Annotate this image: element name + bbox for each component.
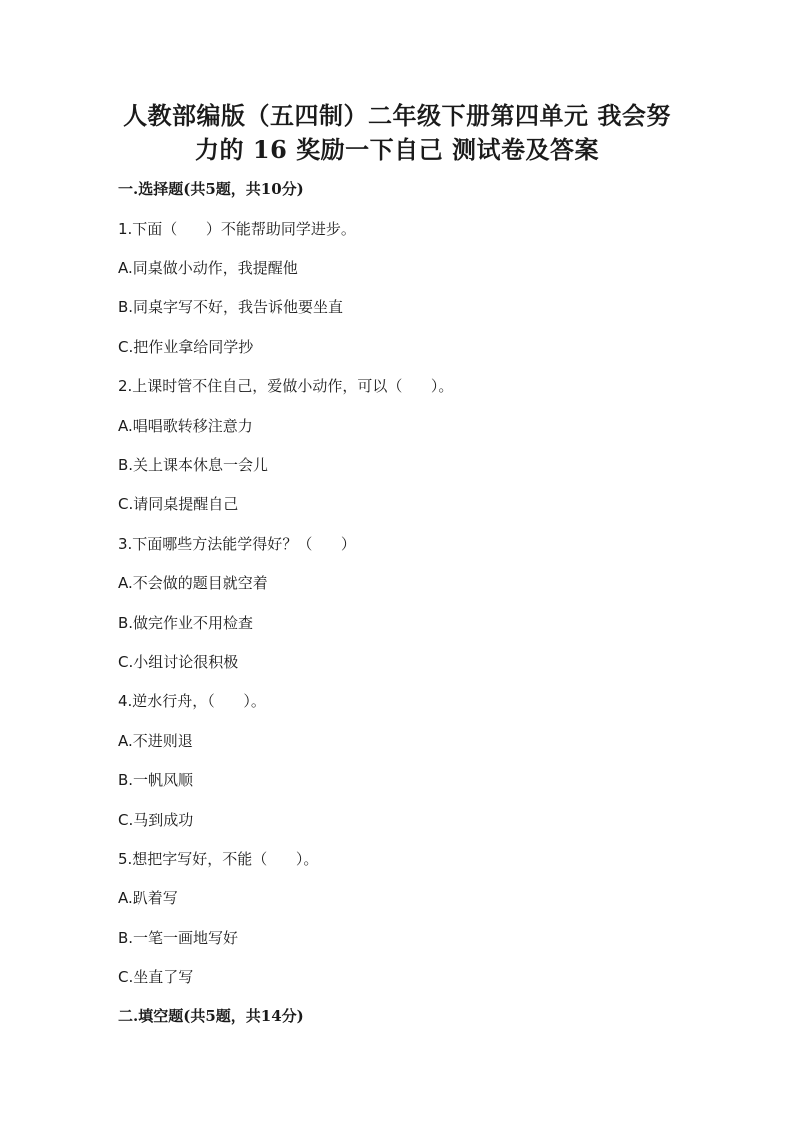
document-title-line-2: 力的 16 奖励一下自己 测试卷及答案 xyxy=(195,135,599,164)
question-option-b: B.关上课本休息一会儿 xyxy=(118,456,269,474)
question-stem: 2.上课时管不住自己，爱做小动作，可以（ ）。 xyxy=(118,377,454,395)
question-option-a: A.不会做的题目就空着 xyxy=(118,574,268,592)
question-option-b: B.一帆风顺 xyxy=(118,771,194,789)
document-title-line-1: 人教部编版（五四制）二年级下册第四单元 我会努 xyxy=(123,101,671,130)
question-stem: 5.想把字写好，不能（ ）。 xyxy=(118,850,319,868)
question-option-a: A.唱唱歌转移注意力 xyxy=(118,417,253,435)
question-stem: 4.逆水行舟，（ ）。 xyxy=(118,692,266,710)
question-stem: 3.下面哪些方法能学得好？（ ） xyxy=(118,535,356,553)
question-option-a: A.趴着写 xyxy=(118,889,178,907)
section-heading-multiple-choice: 一.选择题(共5题，共10分) xyxy=(118,180,304,198)
question-option-c: C.小组讨论很积极 xyxy=(118,653,239,671)
question-option-b: B.做完作业不用检查 xyxy=(118,614,254,632)
question-option-b: B.同桌字写不好，我告诉他要坐直 xyxy=(118,298,344,316)
question-option-b: B.一笔一画地写好 xyxy=(118,929,239,947)
question-option-a: A.同桌做小动作，我提醒他 xyxy=(118,259,298,277)
question-stem: 1.下面（ ）不能帮助同学进步。 xyxy=(118,220,356,238)
question-option-c: C.马到成功 xyxy=(118,811,194,829)
question-option-c: C.把作业拿给同学抄 xyxy=(118,338,254,356)
section-heading-fill-in-blank: 二.填空题(共5题，共14分) xyxy=(118,1007,304,1025)
question-option-c: C.坐直了写 xyxy=(118,968,194,986)
question-option-a: A.不进则退 xyxy=(118,732,193,750)
question-option-c: C.请同桌提醒自己 xyxy=(118,495,239,513)
